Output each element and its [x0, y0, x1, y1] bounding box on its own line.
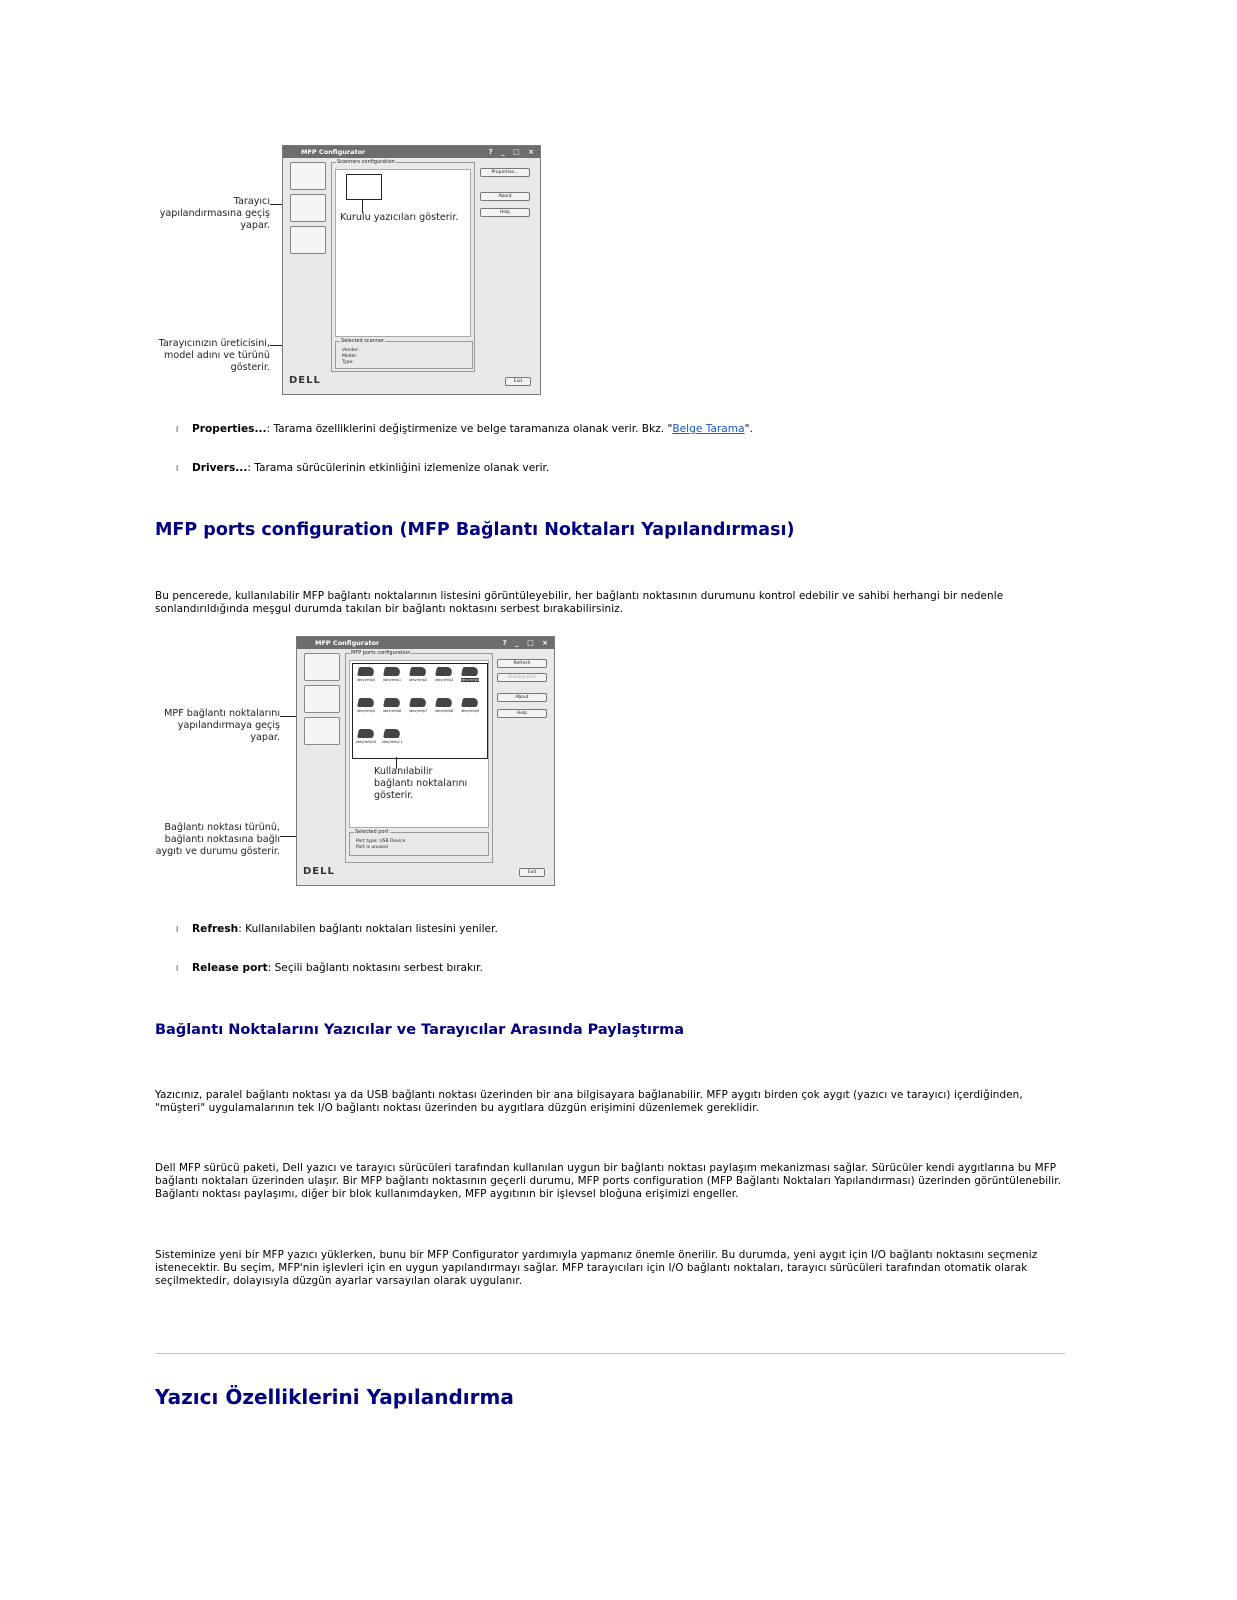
heading-port-sharing: Bağlantı Noktalarını Yazıcılar ve Tarayıcılar Arasında Paylaştırma — [155, 1022, 685, 1038]
exit-button-2[interactable]: Exit — [519, 868, 545, 877]
window-controls[interactable]: ? _ □ × — [488, 148, 537, 156]
window-controls-2[interactable]: ? _ □ × — [502, 639, 551, 647]
section-divider — [155, 1353, 1065, 1354]
heading-mfp-ports: MFP ports configuration (MFP Bağlantı Noktaları Yapılandırması) — [155, 520, 795, 540]
dell-logo: DELL — [289, 375, 321, 386]
scanners-mode-button-2[interactable] — [304, 685, 340, 713]
bullet-drivers: l Drivers...: Tarama sürücülerinin etkinliğini izlemenize olanak verir. — [176, 462, 550, 474]
window-titlebar-2: MFP Configurator ? _ □ × — [297, 637, 554, 649]
printers-mode-button[interactable] — [290, 162, 326, 190]
bullet-release-port: l Release port: Seçili bağlantı noktasını serbest bırakır. — [176, 962, 483, 974]
exit-button[interactable]: Exit — [505, 377, 531, 386]
para-port-sharing-3: Sisteminize yeni bir MFP yazıcı yüklerken, bunu bir MFP Configurator yardımıyla yapmanız önemle önerilir. Bu durumda, yeni aygıt için I/O bağlantı noktasını seçmeniz istenecektir. Bu seçim, MFP'nin işlevleri için en uygun yapılandırmayı sağlar. MFP tarayıcıları için I/O bağlantı noktaları, tarayıcı sürücüleri tarafından otomatik olarak seçilmektedir, dolayısıyla düzgün ayarlar varsayılan olarak uygulanır. — [155, 1249, 1038, 1287]
port-item[interactable]: /dev/mfp7 — [406, 698, 430, 713]
scanner-list[interactable] — [335, 169, 471, 337]
bullet-properties: l Properties...: Tarama özelliklerini değiştirmenize ve belge taramanıza olanak verir. Bkz. "Belge Tarama". — [176, 423, 753, 435]
selected-port-group: Selected port Port type: USB Device Port is unused — [349, 832, 489, 856]
selected-scanner-group: Selected scanner Vendor: Model: Type: — [335, 341, 473, 369]
about-button-2[interactable]: About — [497, 693, 547, 702]
annotation-port-info: Bağlantı noktası türünü, bağlantı noktasına bağlı aygıtı ve durumu gösterir. — [155, 822, 280, 857]
properties-button[interactable]: Properties... — [480, 168, 530, 177]
heading-printer-properties: Yazıcı Özelliklerini Yapılandırma — [155, 1385, 514, 1409]
scanner-item[interactable] — [346, 174, 382, 200]
ports-mode-button[interactable] — [290, 226, 326, 254]
annotation-scanner-switch: Tarayıcı yapılandırmasına geçiş yapar. — [159, 196, 270, 231]
window-titlebar: MFP Configurator ? _ □ × — [283, 146, 540, 158]
belge-tarama-link[interactable]: Belge Tarama — [672, 423, 745, 435]
port-item[interactable]: /dev/mfp9 — [458, 698, 482, 713]
port-item[interactable]: /dev/mfp0 — [354, 667, 378, 682]
annotation-available-ports: Kullanılabilir bağlantı noktalarını gösterir. — [374, 766, 468, 801]
para-mfp-ports: Bu pencerede, kullanılabilir MFP bağlantı noktalarının listesini görüntüleyebilir, her bağlantı noktasının durumunu kontrol edebilir ve sahibi herhangi bir nedenle sonlandırıldığında meşgul durumda takılan bir bağlantı noktasını serbest bırakabilirsiniz. — [155, 590, 1004, 615]
refresh-button[interactable]: Refresh — [497, 659, 547, 668]
port-item[interactable]: /dev/mfp8 — [432, 698, 456, 713]
annotation-scanner-info: Tarayıcınızın üreticisini, model adını ve türünü gösterir. — [158, 338, 270, 373]
port-item[interactable]: /dev/mfp11 — [380, 729, 404, 744]
annotation-ports-switch: MPF bağlantı noktalarını yapılandırmaya geçiş yapar. — [164, 708, 280, 743]
dell-logo-2: DELL — [303, 866, 335, 877]
port-item[interactable]: /dev/mfp1 — [380, 667, 404, 682]
annotation-installed-scanners: Kurulu yazıcıları gösterir. — [340, 212, 459, 223]
port-item[interactable]: /dev/mfp5 — [354, 698, 378, 713]
scanners-config-group: Scanners configuration Selected scanner Vendor: Model: Type: — [331, 162, 475, 372]
mfp-configurator-window — [282, 145, 541, 395]
para-port-sharing-1: Yazıcınız, paralel bağlantı noktası ya da USB bağlantı noktası üzerinden bir ana bilgisayara bağlanabilir. MFP aygıtı birden çok aygıt (yazıcı ve tarayıcı) içerdiğinden, "müşteri" uygulamalarının tek I/O bağlantı noktası üzerinden bu aygıtlara düzgün erişimini düzenlemek gereklidir. — [155, 1089, 1023, 1114]
port-item-selected[interactable]: /dev/mfp4 — [458, 667, 482, 682]
scanners-mode-button[interactable] — [290, 194, 326, 222]
port-item[interactable]: /dev/mfp10 — [354, 729, 378, 744]
ports-config-group: MFP ports configuration /dev/mfp0 /dev/mfp1 /dev/mfp2 /dev/mfp3 /dev/mfp4 /dev/mfp5 /dev/mfp6 /dev/mfp7 /dev/mfp8 /dev/mfp9 /dev/mfp10 /dev/mfp11 Selected port Port type: USB Device Port is unused — [345, 653, 493, 863]
ports-mode-button-2[interactable] — [304, 717, 340, 745]
help-button-2[interactable]: Help — [497, 709, 547, 718]
printers-mode-button-2[interactable] — [304, 653, 340, 681]
port-item[interactable]: /dev/mfp6 — [380, 698, 404, 713]
port-item[interactable]: /dev/mfp3 — [432, 667, 456, 682]
port-list[interactable] — [349, 660, 489, 828]
release-port-button[interactable]: Release port — [497, 673, 547, 682]
para-port-sharing-2: Dell MFP sürücü paketi, Dell yazıcı ve tarayıcı sürücüleri tarafından kullanılan uygun bir bağlantı noktası paylaşım mekanizması sağlar. Sürücüler kendi aygıtlarına bu MFP bağlantı noktaları üzerinden ulaşır. Bir MFP bağlantı noktasının geçerli durumu, MFP ports configuration (MFP Bağlantı Noktaları Yapılandırması) üzerinden görüntülenebilir. Bağlantı noktası paylaşımı, diğer bir blok kullanımdayken, MFP aygıtının bir işlevsel bloğuna erişimizi engeller. — [155, 1162, 1062, 1200]
mfp-configurator-window-2 — [296, 636, 555, 886]
help-button[interactable]: Help — [480, 208, 530, 217]
about-button[interactable]: About — [480, 192, 530, 201]
port-item[interactable]: /dev/mfp2 — [406, 667, 430, 682]
bullet-refresh: l Refresh: Kullanılabilen bağlantı noktaları listesini yeniler. — [176, 923, 498, 935]
